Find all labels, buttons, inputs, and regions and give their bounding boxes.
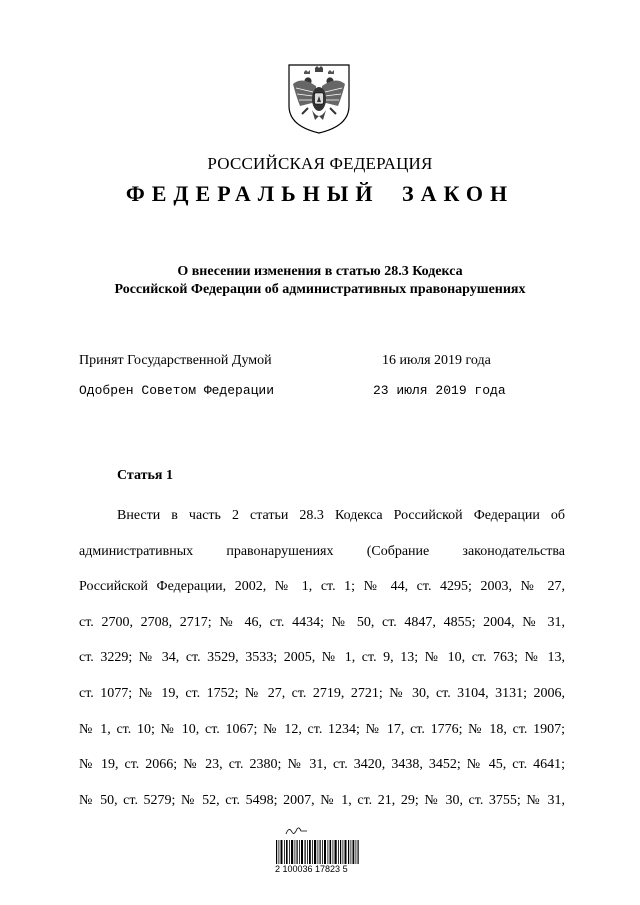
article-text-line: № 19, ст. 2066; № 23, ст. 2380; № 31, ст. 3420, 3438, 3452; № 45, ст. 4641;	[79, 757, 565, 773]
signature-icon	[286, 828, 307, 834]
article-body	[79, 498, 565, 818]
law-subject	[0, 263, 640, 299]
article-text-line: Российской Федерации, 2002, № 1, ст. 1; № 44, ст. 4295; 2003, № 27,	[79, 579, 565, 595]
coat-of-arms-icon	[286, 62, 352, 136]
subject-line-1: О внесении изменения в статью 28.3 Кодекса	[177, 264, 463, 279]
article-heading: Статья 1	[117, 468, 173, 483]
approval-date: 23 июля 2019 года	[373, 383, 506, 398]
barcode-number: 2 100036 17823 5	[275, 864, 348, 874]
adoption-date: 16 июля 2019 года	[382, 353, 491, 368]
article-text-line: № 1, ст. 10; № 10, ст. 1067; № 12, ст. 1234; № 17, ст. 1776; № 18, ст. 1907;	[79, 721, 565, 737]
article-text-line: № 50, ст. 5279; № 52, ст. 5498; 2007, № 1, ст. 21, 29; № 30, ст. 3755; № 31,	[79, 792, 565, 808]
article-text-line: ст. 2700, 2708, 2717; № 46, ст. 4434; № 50, ст. 4847, 4855; 2004, № 31,	[79, 614, 565, 630]
article-text-line: ст. 1077; № 19, ст. 1752; № 27, ст. 2719, 2721; № 30, ст. 3104, 3131; 2006,	[79, 685, 565, 701]
country-heading: РОССИЙСКАЯ ФЕДЕРАЦИЯ	[207, 154, 433, 173]
subject-line-2: Российской Федерации об административных правонарушениях	[114, 282, 526, 297]
approval-label: Одобрен Советом Федерации	[79, 383, 275, 398]
law-type-title: ФЕДЕРАЛЬНЫЙ ЗАКОН	[125, 181, 515, 206]
article-text-line: административных правонарушениях (Собрание законодательства	[79, 543, 565, 559]
adoption-label: Принят Государственной Думой	[79, 353, 272, 368]
article-text-line: Внести в часть 2 статьи 28.3 Кодекса Российской Федерации об	[117, 508, 565, 523]
article-text-line: ст. 3229; № 34, ст. 3529, 3533; 2005, № 1, ст. 9, 13; № 10, ст. 763; № 13,	[79, 650, 565, 666]
